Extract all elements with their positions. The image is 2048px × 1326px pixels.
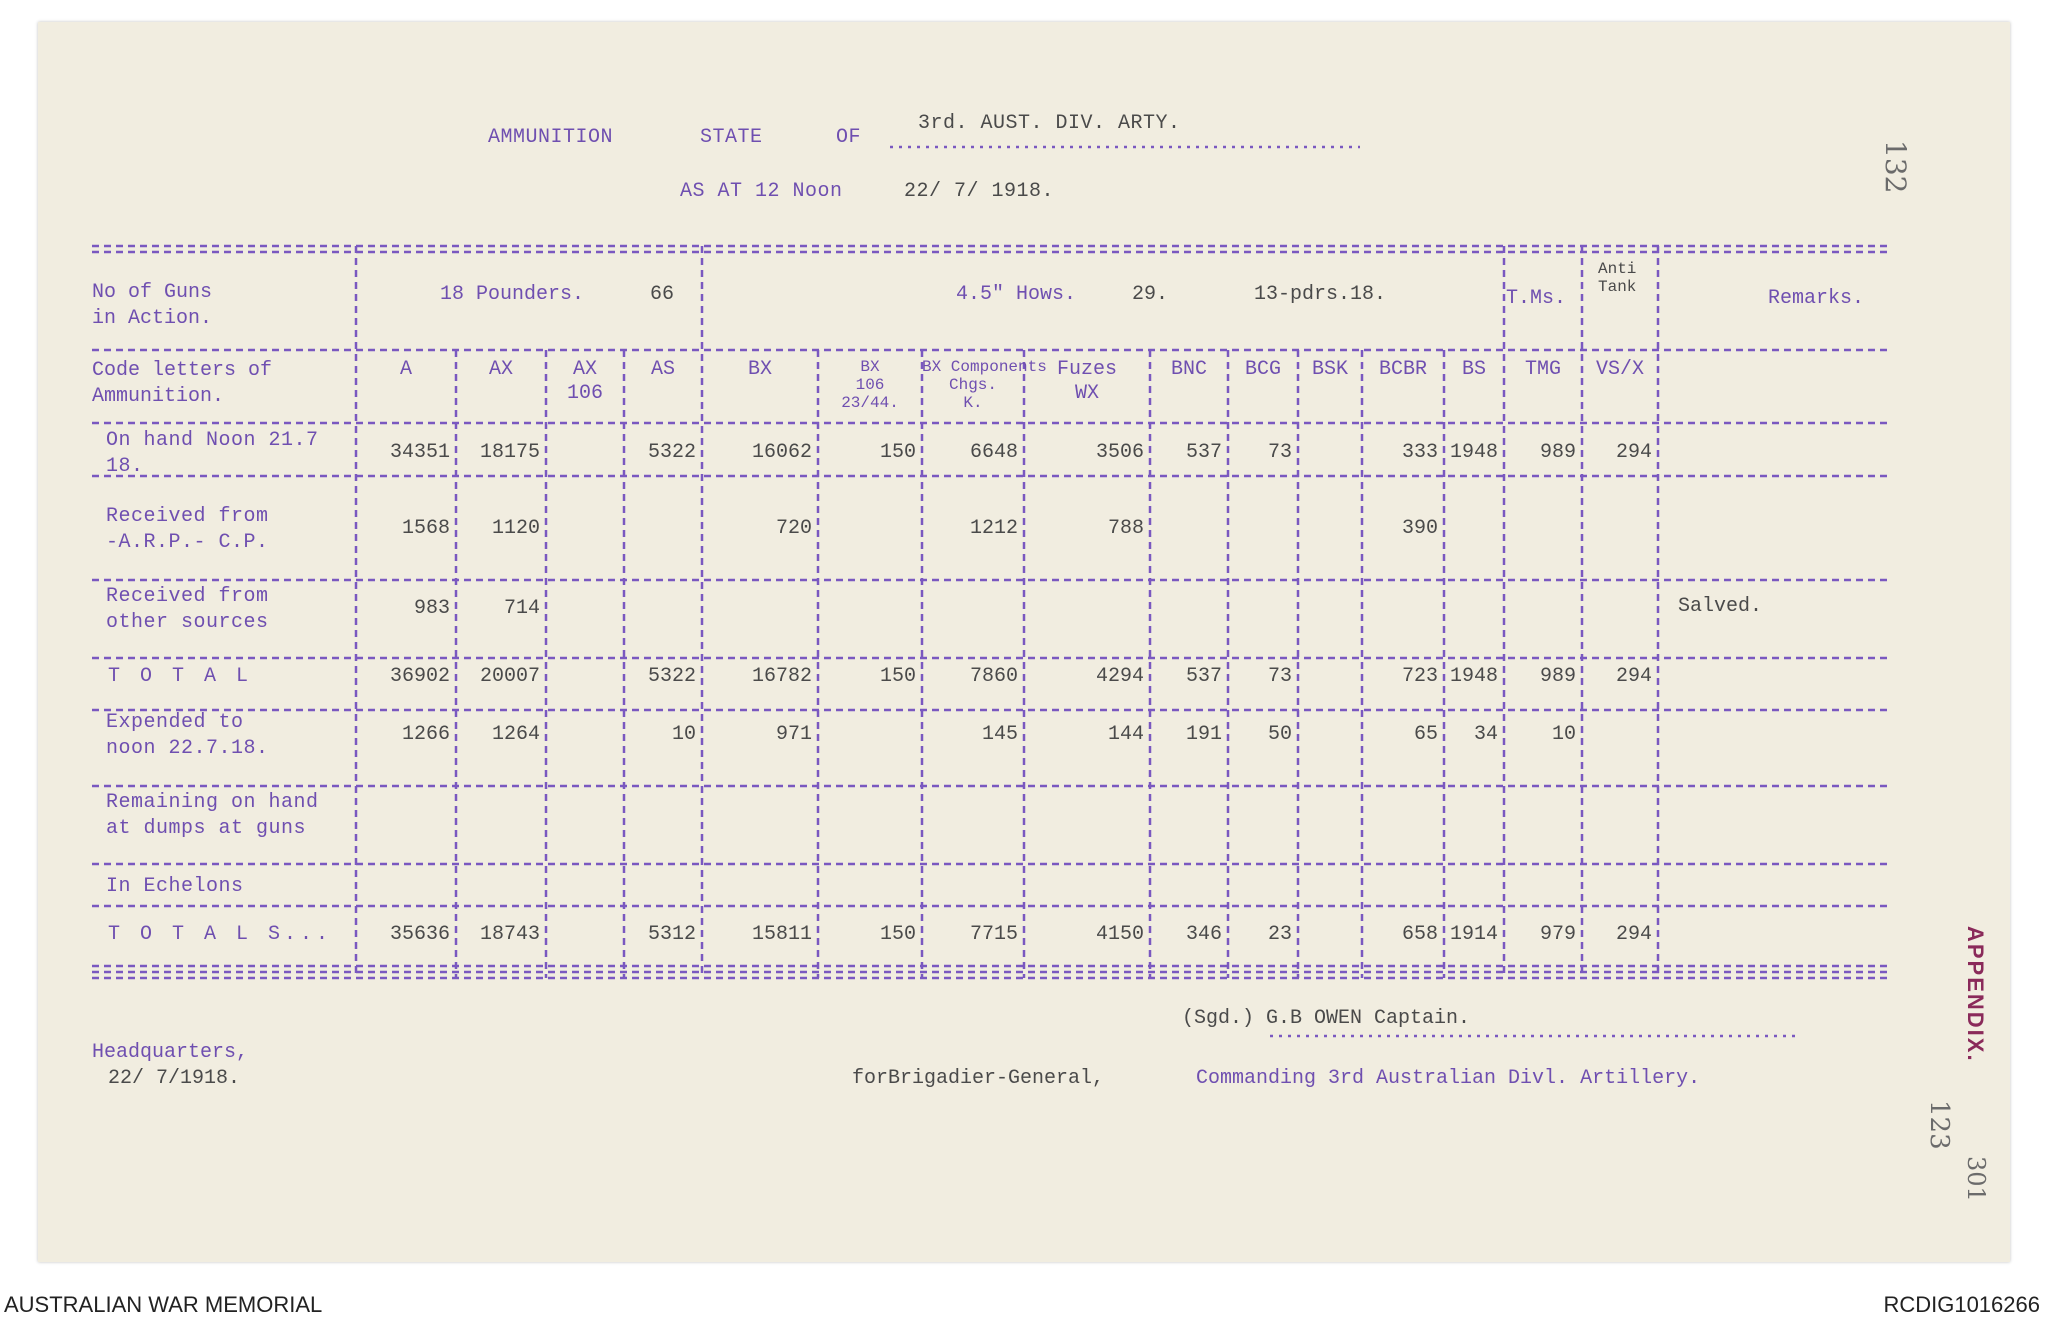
title-ammunition: AMMUNITION	[488, 126, 614, 149]
code-col-header: AX 106	[566, 358, 603, 405]
row-label: Received from -A.R.P.- C.P.	[106, 505, 269, 554]
table-cell: 7715	[969, 923, 1018, 946]
table-cell: 333	[1401, 441, 1438, 464]
table-cell: 294	[1615, 923, 1652, 946]
table-cell: 50	[1267, 723, 1292, 746]
table-cell: 16782	[751, 665, 812, 688]
row-label: In Echelons	[106, 875, 244, 898]
footer-headquarters: Headquarters,	[92, 1041, 249, 1064]
table-cell: 723	[1401, 665, 1438, 688]
table-cell: 36902	[389, 665, 450, 688]
code-col-header: AS	[650, 358, 675, 381]
table-cell: 191	[1185, 723, 1222, 746]
group-4-5-hows-count: 29.	[1132, 283, 1169, 306]
code-col-header: BS	[1461, 358, 1486, 381]
code-col-header: VS/X	[1595, 358, 1644, 381]
code-col-header: BSK	[1311, 358, 1348, 381]
table-cell: 18175	[479, 441, 540, 464]
table-cell: 10	[1551, 723, 1576, 746]
row-label: Received from other sources	[106, 585, 269, 634]
table-cell: 346	[1185, 923, 1222, 946]
table-cell: 34	[1473, 723, 1498, 746]
table-cell: 983	[413, 597, 450, 620]
table-cell: 537	[1185, 665, 1222, 688]
code-col-header: AX	[488, 358, 513, 381]
table-cell: 979	[1539, 923, 1576, 946]
table-cell: 1948	[1449, 441, 1498, 464]
group-remarks: Remarks.	[1768, 287, 1865, 310]
remark-cell: Salved.	[1678, 595, 1763, 618]
table-cell: 6648	[969, 441, 1018, 464]
report-date: 22/ 7/ 1918.	[904, 180, 1055, 203]
row-label-guns: No of Guns in Action.	[92, 281, 213, 330]
table-cell: 537	[1185, 441, 1222, 464]
group-18-pounders-count: 66	[650, 283, 675, 306]
code-col-header: TMG	[1524, 358, 1561, 381]
table-cell: 73	[1267, 665, 1292, 688]
table-cell: 1948	[1449, 665, 1498, 688]
table-cell: 294	[1615, 665, 1652, 688]
page-number-annotation: 132	[1879, 140, 1912, 194]
appendix-stamp: APPENDIX.	[1963, 926, 1988, 1063]
table-cell: 150	[879, 665, 916, 688]
code-col-header: BX 106 23/44.	[841, 358, 899, 412]
title-of: OF	[836, 126, 862, 149]
table-cell: 144	[1107, 723, 1144, 746]
group-13-pdrs: 13-pdrs.18.	[1254, 283, 1387, 306]
table-cell: 971	[775, 723, 812, 746]
table-cell: 5312	[647, 923, 696, 946]
row-label-codes: Code letters of Ammunition.	[92, 359, 273, 408]
table-cell: 1264	[491, 723, 540, 746]
table-cell: 16062	[751, 441, 812, 464]
table-cell: 4150	[1095, 923, 1144, 946]
code-col-header: A	[399, 358, 412, 381]
table-cell: 5322	[647, 665, 696, 688]
as-at-label: AS AT 12 Noon	[680, 180, 843, 203]
group-tms: T.Ms.	[1506, 287, 1567, 310]
table-cell: 35636	[389, 923, 450, 946]
row-label: On hand Noon 21.7 18.	[106, 429, 319, 478]
table-cell: 65	[1413, 723, 1438, 746]
group-18-pounders: 18 Pounders.	[440, 283, 585, 306]
table-cell: 3506	[1095, 441, 1144, 464]
table-cell: 294	[1615, 441, 1652, 464]
archive-name: AUSTRALIAN WAR MEMORIAL	[4, 1292, 323, 1317]
table-cell: 18743	[479, 923, 540, 946]
footer-commanding: Commanding 3rd Australian Divl. Artillery.	[1196, 1067, 1701, 1090]
appendix-number: 123	[1924, 1100, 1954, 1150]
folio-number: 301	[1962, 1156, 1990, 1202]
row-label: T O T A L S...	[108, 923, 333, 946]
table-cell: 720	[775, 517, 812, 540]
code-col-header: BNC	[1170, 358, 1207, 381]
table-cell: 658	[1401, 923, 1438, 946]
table-cell: 1568	[401, 517, 450, 540]
row-label: Remaining on hand at dumps at guns	[106, 791, 319, 840]
table-cell: 989	[1539, 665, 1576, 688]
table-cell: 7860	[969, 665, 1018, 688]
code-col-header: BCG	[1244, 358, 1281, 381]
code-col-header: BX	[747, 358, 772, 381]
table-cell: 34351	[389, 441, 450, 464]
table-cell: 4294	[1095, 665, 1144, 688]
table-cell: 20007	[479, 665, 540, 688]
table-cell: 1212	[969, 517, 1018, 540]
row-label: T O T A L	[108, 665, 253, 688]
table-cell: 1266	[401, 723, 450, 746]
table-cell: 150	[879, 441, 916, 464]
title-state: STATE	[700, 126, 763, 149]
table-cell: 150	[879, 923, 916, 946]
footer-for-line: forBrigadier-General,	[852, 1067, 1105, 1090]
table-cell: 145	[981, 723, 1018, 746]
code-col-header: BCBR	[1378, 358, 1427, 381]
table-cell: 10	[671, 723, 696, 746]
table-cell: 1914	[1449, 923, 1498, 946]
table-cell: 5322	[647, 441, 696, 464]
table-cell: 788	[1107, 517, 1144, 540]
code-col-header: BX Components Chgs. K.	[922, 358, 1047, 412]
table-cell: 1120	[491, 517, 540, 540]
group-anti-tank: Anti Tank	[1598, 260, 1637, 296]
footer-hq-date: 22/ 7/1918.	[108, 1067, 241, 1090]
table-cell: 23	[1267, 923, 1292, 946]
table-cell: 989	[1539, 441, 1576, 464]
table-cell: 15811	[751, 923, 812, 946]
table-cell: 73	[1267, 441, 1292, 464]
footer-signed: (Sgd.) G.B OWEN Captain.	[1182, 1007, 1471, 1030]
row-label: Expended to noon 22.7.18.	[106, 711, 269, 760]
table-cell: 390	[1401, 517, 1438, 540]
unit-name: 3rd. AUST. DIV. ARTY.	[918, 112, 1181, 135]
archive-id: RCDIG1016266	[1883, 1292, 2040, 1317]
group-4-5-hows: 4.5" Hows.	[956, 283, 1077, 306]
code-col-header: Fuzes WX	[1056, 358, 1117, 405]
table-cell: 714	[503, 597, 540, 620]
